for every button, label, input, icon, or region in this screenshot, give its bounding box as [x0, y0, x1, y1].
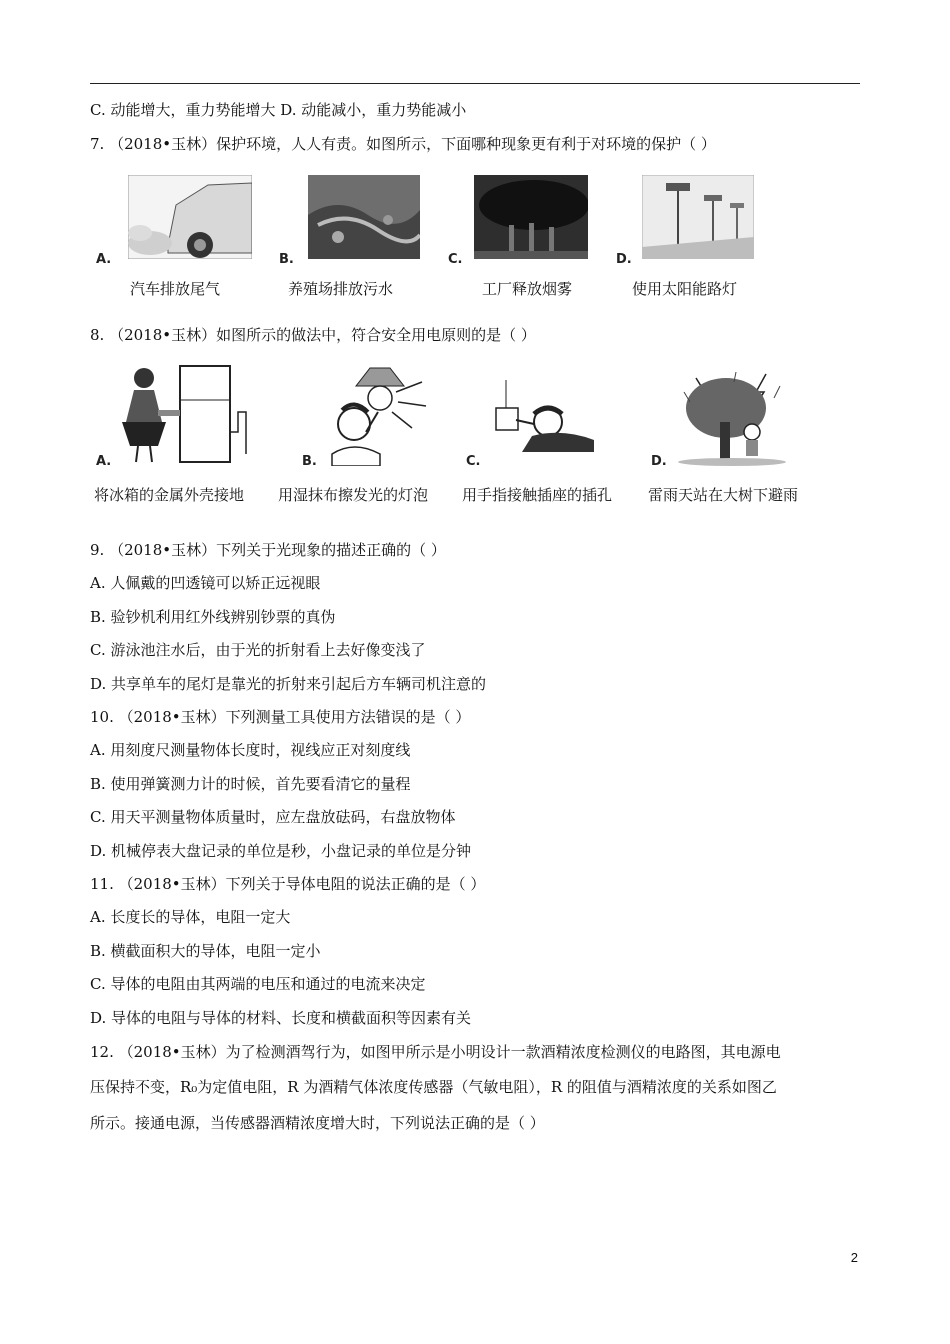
- q7-option-b-letter: B.: [279, 252, 294, 267]
- q8-stem: 8. （2018•玉林）如图所示的做法中，符合安全用电原则的是（ ）: [90, 326, 536, 344]
- header-rule: [90, 83, 860, 84]
- wet-cloth-bulb-image: [326, 362, 440, 466]
- q8-option-b-letter: B.: [302, 454, 317, 469]
- q7-option-d-caption: 使用太阳能路灯: [632, 280, 738, 298]
- q7-option-b-caption: 养殖场排放污水: [288, 280, 394, 298]
- q8-option-d-letter: D.: [651, 454, 667, 469]
- q8-option-a-caption: 将冰箱的金属外壳接地: [94, 486, 245, 504]
- q10-option-c: C. 用天平测量物体质量时，应左盘放砝码，右盘放物体: [90, 808, 456, 826]
- q11-stem: 11. （2018•玉林）下列关于导体电阻的说法正确的是（ ）: [90, 875, 486, 893]
- q8-option-b-caption: 用湿抹布擦发光的灯泡: [278, 486, 429, 504]
- q7-option-a-caption: 汽车排放尾气: [130, 280, 221, 298]
- q7-option-c-caption: 工厂释放烟雾: [482, 280, 573, 298]
- q12-stem-line-3: 所示。接通电源，当传感器酒精浓度增大时，下列说法正确的是（ ）: [90, 1114, 545, 1132]
- q6-options-cd: C. 动能增大，重力势能增大 D. 动能减小，重力势能减小: [90, 101, 467, 119]
- q8-option-c-caption: 用手指接触插座的插孔: [462, 486, 613, 504]
- q10-stem: 10. （2018•玉林）下列测量工具使用方法错误的是（ ）: [90, 708, 471, 726]
- q10-option-b: B. 使用弹簧测力计的时候，首先要看清它的量程: [90, 775, 411, 793]
- q11-option-a: A. 长度长的导体，电阻一定大: [90, 908, 291, 926]
- q9-option-a: A. 人佩戴的凹透镜可以矫正远视眼: [90, 574, 321, 592]
- tree-lightning-image: [676, 372, 792, 466]
- factory-smoke-image: [474, 175, 588, 259]
- q7-option-c-letter: C.: [448, 252, 463, 267]
- q10-option-d: D. 机械停表大盘记录的单位是秒，小盘记录的单位是分钟: [90, 842, 472, 860]
- sewage-image: [308, 175, 420, 259]
- page-number: 2: [850, 1250, 858, 1265]
- q8-option-c-letter: C.: [466, 454, 481, 469]
- q8-option-a-letter: A.: [96, 454, 112, 469]
- q12-stem-line-1: 12. （2018•玉林）为了检测酒驾行为，如图甲所示是小明设计一款酒精浓度检测仪的电路图，其电源电: [90, 1043, 781, 1061]
- finger-socket-image: [492, 380, 596, 462]
- car-exhaust-image: [128, 175, 252, 259]
- q9-stem: 9. （2018•玉林）下列关于光现象的描述正确的（ ）: [90, 541, 446, 559]
- q9-option-d: D. 共享单车的尾灯是靠光的折射来引起后方车辆司机注意的: [90, 675, 487, 693]
- solar-streetlight-image: [642, 175, 754, 259]
- q7-option-a-letter: A.: [96, 252, 112, 267]
- q9-option-b: B. 验钞机利用红外线辨别钞票的真伪: [90, 608, 336, 626]
- q9-option-c: C. 游泳池注水后，由于光的折射看上去好像变浅了: [90, 641, 426, 659]
- q11-option-b: B. 横截面积大的导体，电阻一定小: [90, 942, 321, 960]
- q11-option-c: C. 导体的电阻由其两端的电压和通过的电流来决定: [90, 975, 426, 993]
- q11-option-d: D. 导体的电阻与导体的材料、长度和横截面积等因素有关: [90, 1009, 472, 1027]
- fridge-grounding-image: [122, 362, 252, 466]
- q7-stem: 7. （2018•玉林）保护环境，人人有责。如图所示，下面哪种现象更有利于对环境的保护（ ）: [90, 135, 716, 153]
- q12-stem-line-2: 压保持不变，R₀为定值电阻，R 为酒精气体浓度传感器（气敏电阻），R 的阻值与酒精浓度的关系如图乙: [90, 1078, 777, 1096]
- q7-option-d-letter: D.: [616, 252, 632, 267]
- q8-option-d-caption: 雷雨天站在大树下避雨: [648, 486, 799, 504]
- q10-option-a: A. 用刻度尺测量物体长度时，视线应正对刻度线: [90, 741, 411, 759]
